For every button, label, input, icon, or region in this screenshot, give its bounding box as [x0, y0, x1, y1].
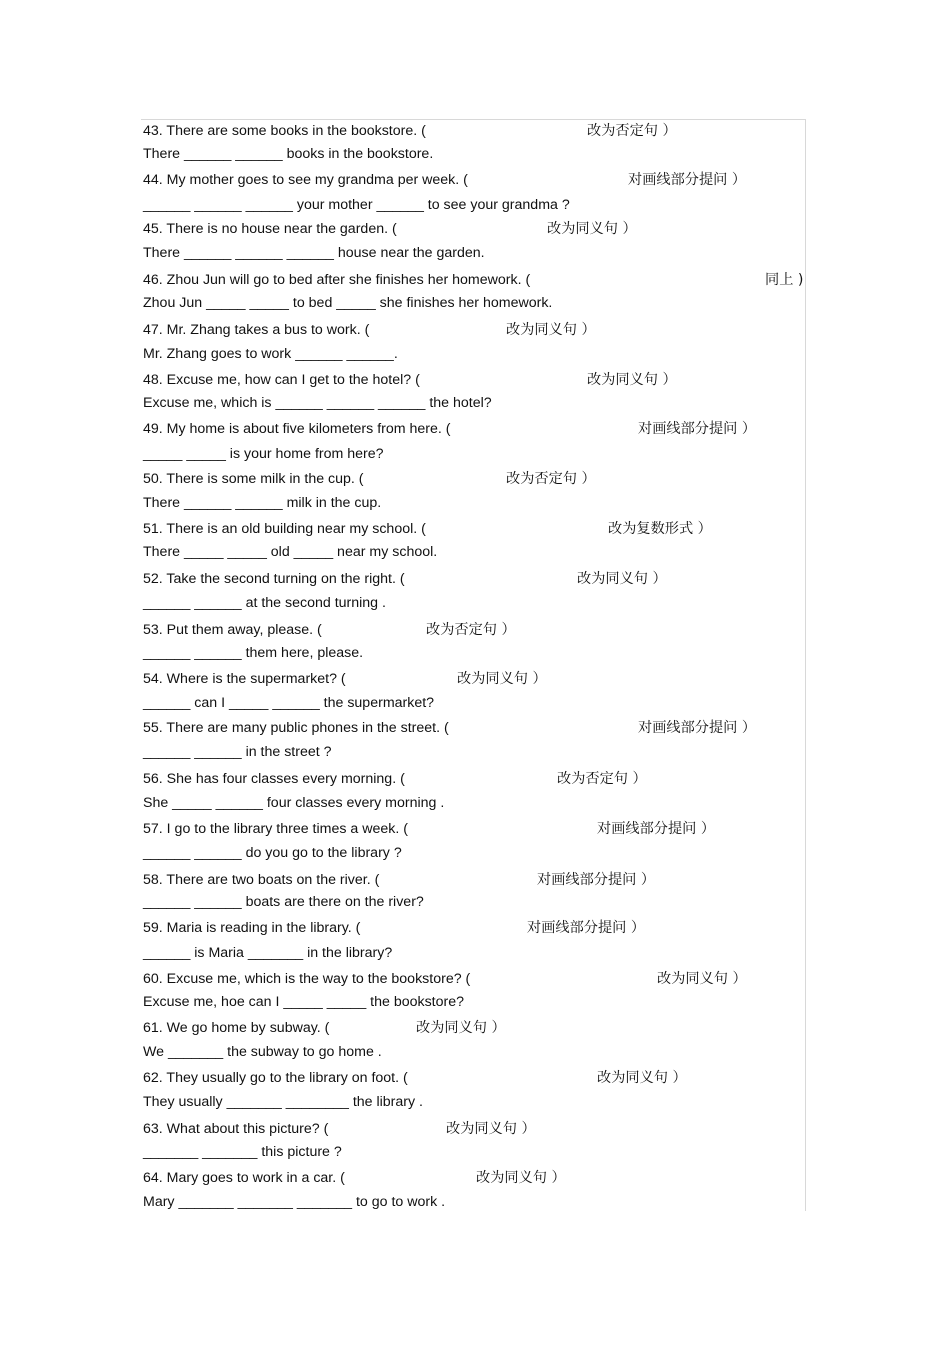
instruction-51: 改为复数形式 ）	[608, 521, 712, 537]
question-47: 47. Mr. Zhang takes a bus to work. (	[143, 322, 370, 338]
answer-48: Excuse me, which is ______ ______ ______ the hotel?	[143, 395, 492, 411]
question-43: 43. There are some books in the bookstore. (	[143, 123, 426, 139]
question-64: 64. Mary goes to work in a car. (	[143, 1170, 345, 1186]
instruction-61: 改为同义句 ）	[416, 1020, 506, 1036]
question-53: 53. Put them away, please. (	[143, 622, 322, 638]
instruction-63: 改为同义句 ）	[446, 1121, 536, 1137]
instruction-47: 改为同义句 ）	[506, 322, 596, 338]
answer-57: ______ ______ do you go to the library ?	[143, 845, 402, 861]
instruction-49: 对画线部分提问 ）	[638, 421, 757, 437]
instruction-44: 对画线部分提问 ）	[628, 172, 747, 188]
instruction-55: 对画线部分提问 ）	[638, 720, 757, 736]
instruction-60: 改为同义句 ）	[657, 971, 747, 987]
answer-52: ______ ______ at the second turning .	[143, 595, 386, 611]
answer-61: We _______ the subway to go home .	[143, 1044, 382, 1060]
answer-60: Excuse me, hoe can I _____ _____ the bookstore?	[143, 994, 465, 1010]
instruction-57: 对画线部分提问 ）	[597, 821, 716, 837]
answer-46: Zhou Jun _____ _____ to bed _____ she finishes her homework.	[143, 295, 553, 311]
answer-54: ______ can I _____ ______ the supermarket?	[143, 695, 435, 711]
answer-45: There ______ ______ ______ house near the garden.	[143, 245, 485, 261]
instruction-64: 改为同义句 ）	[476, 1170, 566, 1186]
answer-53: ______ ______ them here, please.	[143, 645, 364, 661]
instruction-62: 改为同义句 ）	[597, 1070, 687, 1086]
answer-56: She _____ ______ four classes every morning .	[143, 795, 445, 811]
answer-50: There ______ ______ milk in the cup.	[143, 495, 382, 511]
instruction-50: 改为否定句 ）	[506, 471, 596, 487]
answer-51: There _____ _____ old _____ near my school.	[143, 544, 438, 560]
question-60: 60. Excuse me, which is the way to the bookstore? (	[143, 971, 471, 987]
answer-44: ______ ______ ______ your mother ______ to see your grandma ?	[143, 197, 570, 213]
instruction-48: 改为同义句 ）	[587, 372, 677, 388]
answer-62: They usually _______ ________ the library .	[143, 1094, 424, 1110]
instruction-43: 改为否定句 ）	[587, 123, 677, 139]
question-57: 57. I go to the library three times a week. (	[143, 821, 408, 837]
instruction-53: 改为否定句 ）	[426, 622, 516, 638]
instruction-58: 对画线部分提问 ）	[537, 872, 656, 888]
answer-55: ______ ______ in the street ?	[143, 744, 332, 760]
question-61: 61. We go home by subway. (	[143, 1020, 330, 1036]
answer-58: ______ ______ boats are there on the river?	[143, 894, 424, 910]
instruction-46: 同上 )	[765, 272, 804, 288]
question-51: 51. There is an old building near my school. (	[143, 521, 426, 537]
answer-63: _______ _______ this picture ?	[143, 1144, 342, 1160]
question-46: 46. Zhou Jun will go to bed after she finishes her homework. (	[143, 272, 531, 288]
question-56: 56. She has four classes every morning. (	[143, 771, 405, 787]
question-58: 58. There are two boats on the river. (	[143, 872, 380, 888]
instruction-52: 改为同义句 ）	[577, 571, 667, 587]
answer-64: Mary _______ _______ _______ to go to work .	[143, 1194, 446, 1210]
question-54: 54. Where is the supermarket? (	[143, 671, 346, 687]
question-59: 59. Maria is reading in the library. (	[143, 920, 361, 936]
instruction-45: 改为同义句 ）	[547, 221, 637, 237]
question-52: 52. Take the second turning on the right. (	[143, 571, 405, 587]
instruction-59: 对画线部分提问 ）	[527, 920, 646, 936]
instruction-56: 改为否定句 ）	[557, 771, 647, 787]
question-44: 44. My mother goes to see my grandma per week. (	[143, 172, 468, 188]
instruction-54: 改为同义句 ）	[457, 671, 547, 687]
answer-43: There ______ ______ books in the bookstore.	[143, 146, 434, 162]
question-45: 45. There is no house near the garden. (	[143, 221, 397, 237]
question-49: 49. My home is about five kilometers from here. (	[143, 421, 451, 437]
question-50: 50. There is some milk in the cup. (	[143, 471, 364, 487]
question-62: 62. They usually go to the library on foot. (	[143, 1070, 408, 1086]
question-55: 55. There are many public phones in the street. (	[143, 720, 449, 736]
answer-49: _____ _____ is your home from here?	[143, 446, 384, 462]
question-63: 63. What about this picture? (	[143, 1121, 329, 1137]
answer-47: Mr. Zhang goes to work ______ ______.	[143, 346, 398, 362]
answer-59: ______ is Maria _______ in the library?	[143, 945, 393, 961]
question-48: 48. Excuse me, how can I get to the hotel? (	[143, 372, 420, 388]
